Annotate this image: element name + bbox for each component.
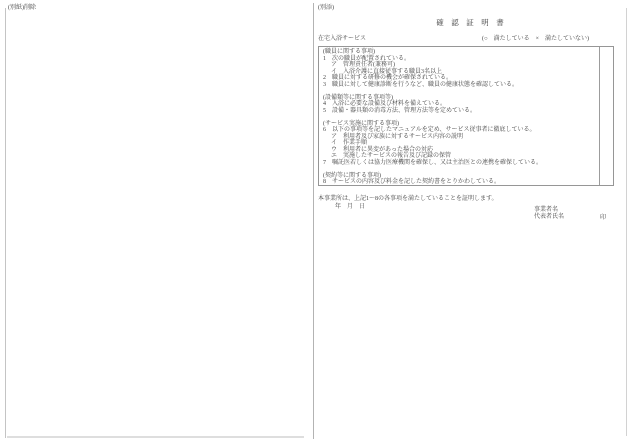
rating-legend: (○ 満たしている × 満たしていない) bbox=[482, 36, 590, 42]
left-page-bottom-edge bbox=[7, 436, 304, 438]
checklist-line: 3 職員に対して健康診断を行うなど、職員の健康状態を確認している。 bbox=[323, 81, 519, 88]
seal-mark-label: 印 bbox=[600, 215, 607, 221]
checklist-line: 4 入浴に必要な設備及び材料を備えている。 bbox=[323, 101, 447, 107]
document-title: 確 認 証 明 書 bbox=[436, 18, 504, 27]
checklist-line: 8 サービスの内容及び料金を記した契約書をとりかわしている。 bbox=[323, 179, 501, 185]
right-page-edge bbox=[626, 8, 627, 436]
checklist-line: 6 以下の事項等を記したマニュアルを定め、サービス従事者に徹底している。 bbox=[323, 127, 536, 133]
checklist-line: ア 利用者及び家族に対するサービス内容の説明 bbox=[331, 133, 464, 140]
left-page-edge bbox=[5, 8, 6, 438]
checklist-line: イ 作業手順 bbox=[331, 140, 368, 146]
right-page-corner-label: (別添) bbox=[318, 5, 334, 11]
page-divider bbox=[313, 3, 314, 439]
checklist-line: (契約等に関する事項) bbox=[323, 172, 381, 179]
checklist-line: (サービス実施に関する事項) bbox=[323, 120, 399, 127]
date-line: 年 月 日 bbox=[335, 204, 366, 210]
checklist-line: ウ 利用者に異変があった場合の対応 bbox=[331, 146, 433, 153]
mark-column-divider bbox=[599, 47, 600, 185]
checklist-line: 5 設備・器具類の消毒方法、管理方法等を定めている。 bbox=[323, 107, 477, 114]
certification-statement: 本事業所は、上記1〜8の各事項を満たしていることを証明します。 bbox=[318, 196, 498, 202]
checklist-line: 1 次の職員が配置されている。 bbox=[323, 55, 411, 62]
checklist-line: (設備類等に関する事項等) bbox=[323, 94, 393, 101]
representative-name-label: 代表者氏名 bbox=[534, 214, 565, 220]
checklist-table bbox=[318, 46, 614, 186]
checklist-line: エ 実施したサービスの報告及び記録の保管 bbox=[331, 153, 452, 159]
checklist-line: ア 管理責任者(兼務可) bbox=[331, 62, 395, 68]
business-name-label: 事業者名 bbox=[534, 207, 559, 213]
checklist-line: (職員に関する事項) bbox=[323, 49, 375, 55]
service-type-label: 在宅入浴サービス bbox=[318, 36, 367, 42]
checklist-lines bbox=[323, 49, 597, 186]
checklist-line: イ 入浴介護に直接従事する職員3名以上 bbox=[331, 68, 443, 75]
checklist-line: 7 嘱託医若しくは協力医療機関を確保し、又は主治医との連携を確保している。 bbox=[323, 159, 543, 166]
checklist-line: 2 職員に対する研修の機会が確保されている。 bbox=[323, 75, 453, 81]
left-page-corner-label: (別紙)削除 bbox=[8, 5, 36, 11]
